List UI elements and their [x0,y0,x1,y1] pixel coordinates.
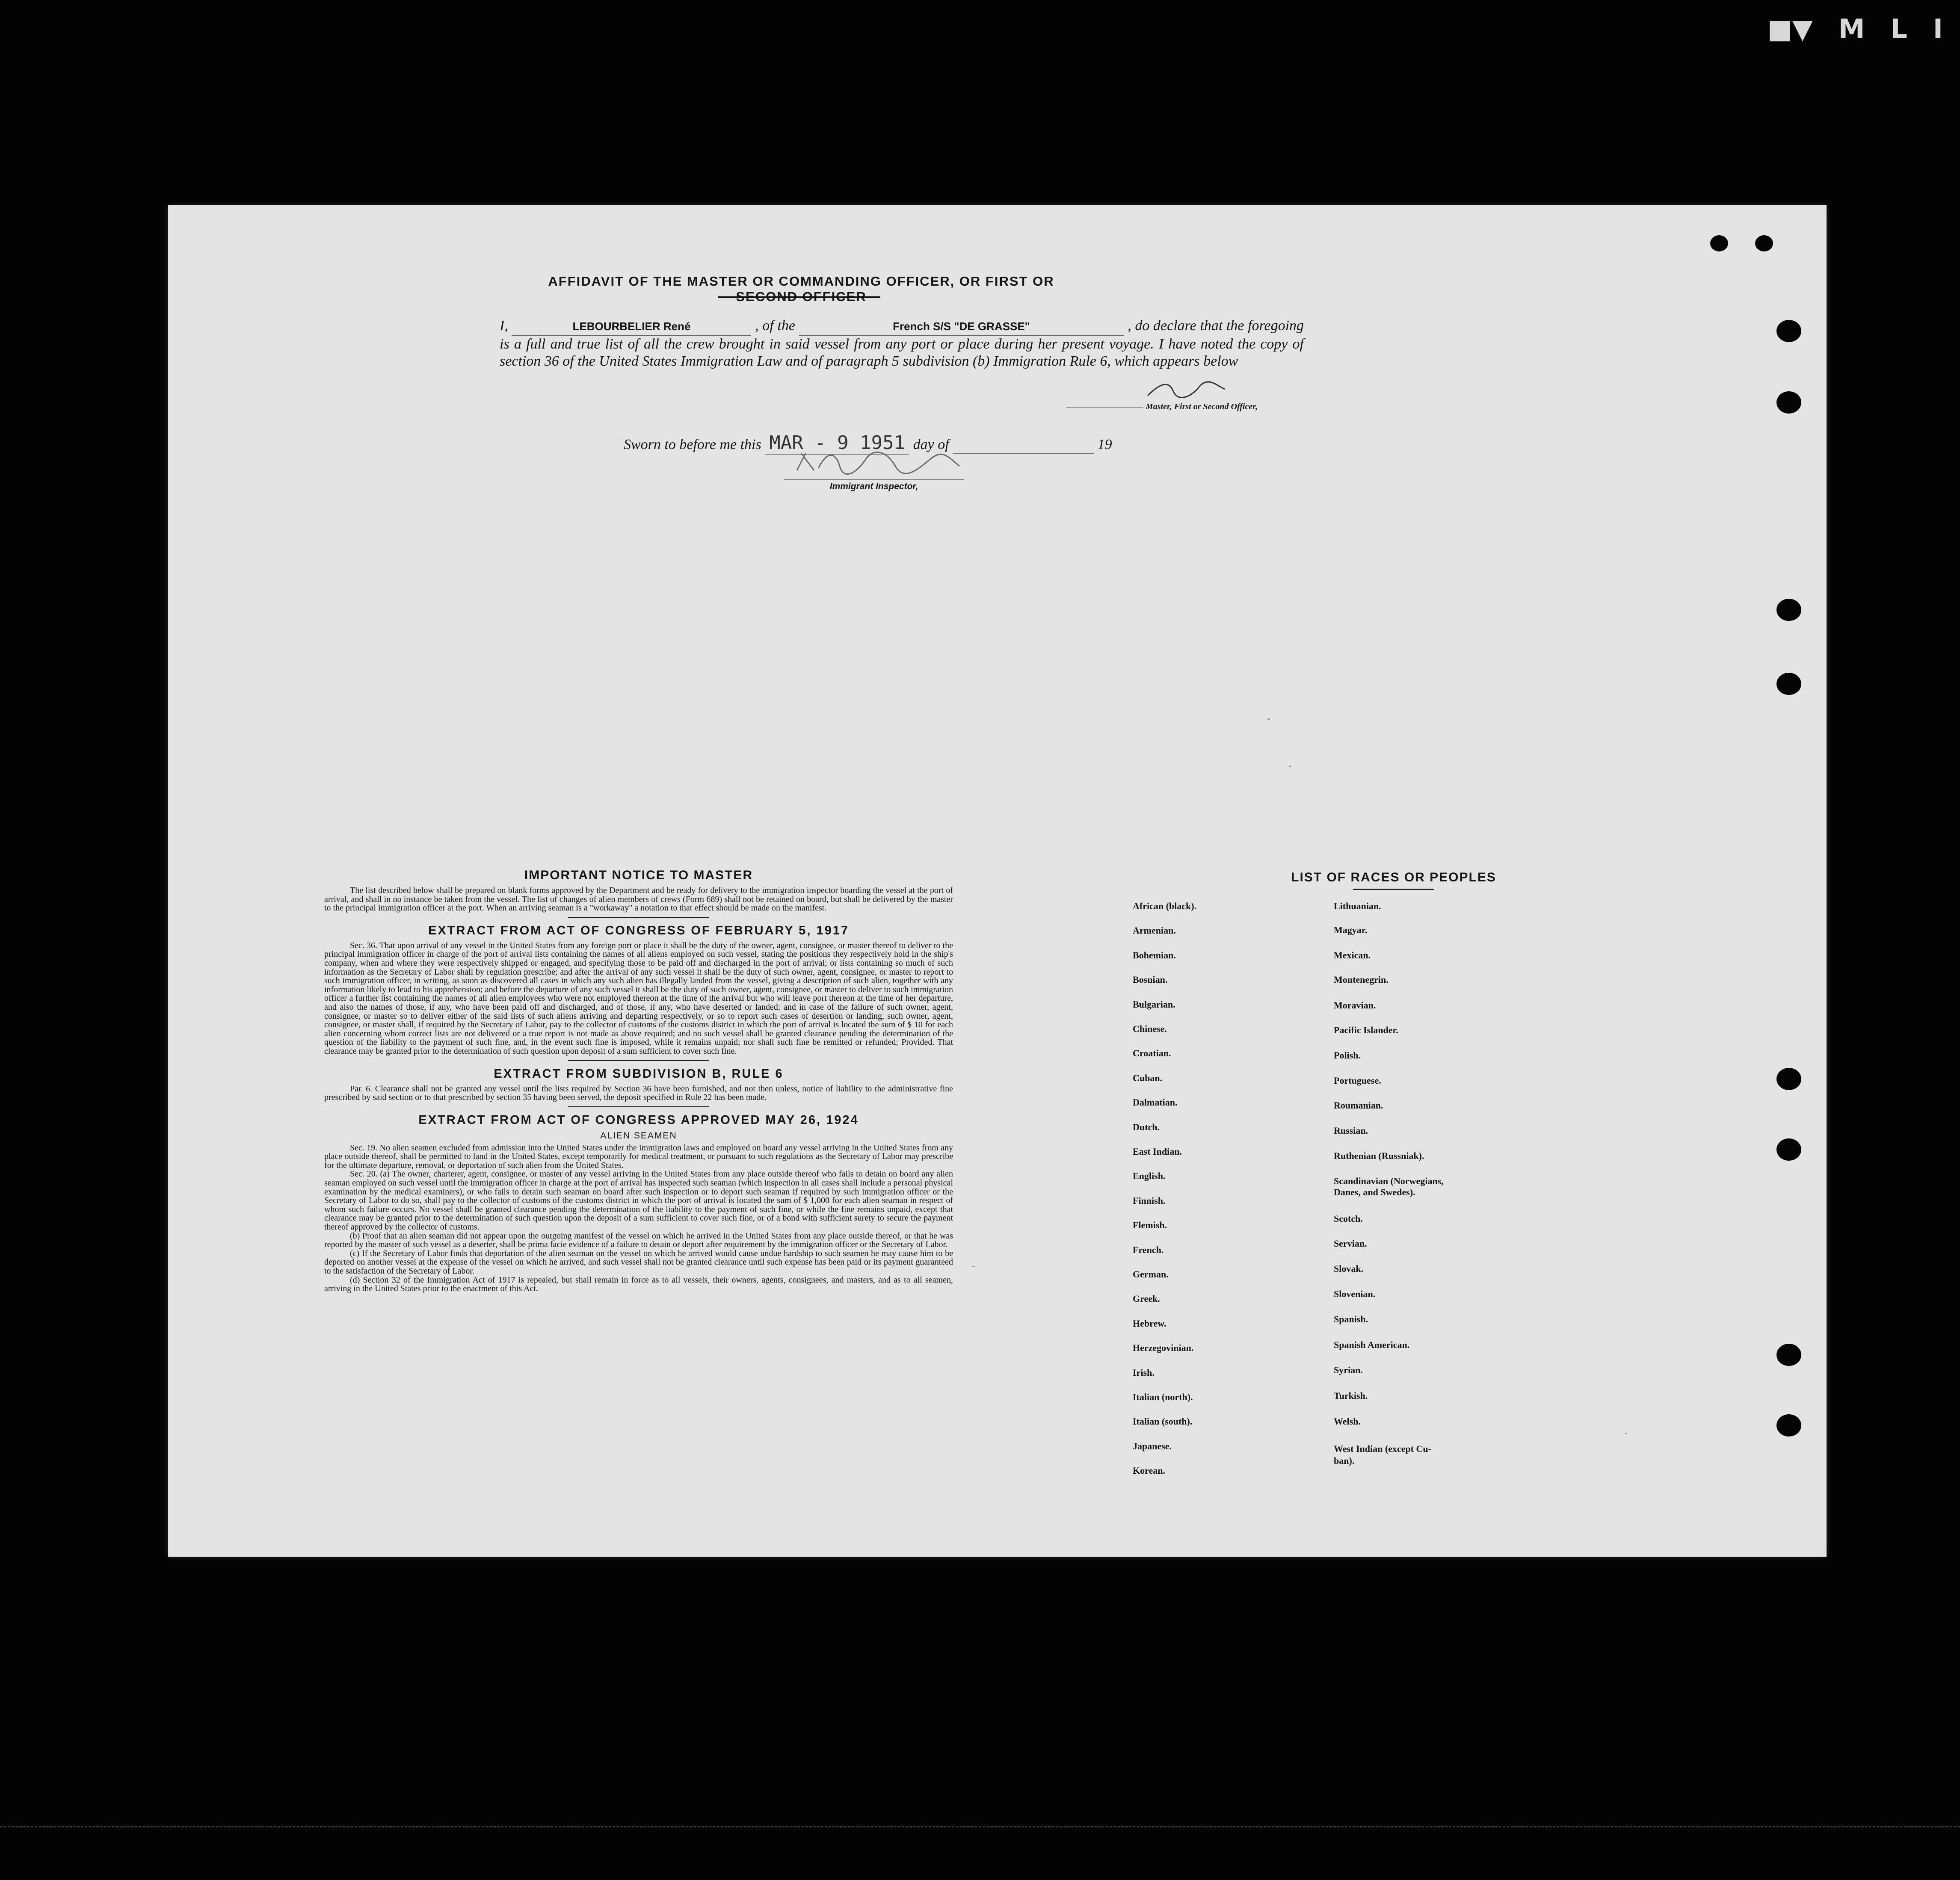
scan-speck [1267,718,1270,720]
race-item: Montenegrin. [1334,974,1389,985]
race-item: Scandinavian (Norwegians, [1334,1176,1444,1186]
race-item: Irish. [1133,1367,1155,1378]
act-1924-subtitle: ALIEN SEAMEN [600,1130,677,1141]
punch-hole [1776,320,1801,342]
section-divider [568,1060,709,1061]
punch-hole [1776,391,1801,414]
signature-line [1066,402,1297,412]
scan-speck [1625,1433,1627,1434]
race-item: Dalmatian. [1133,1097,1178,1108]
section-divider [568,917,709,918]
race-item: Servian. [1334,1238,1367,1249]
punch-hole [1776,599,1801,621]
act-1917-text: Sec. 36. That upon arrival of any vessel in the United States from any foreign port or place it shall be the duty of the owner, agent, consignee, or master thereof to deliver to the principal immigration officer in charge of the port of arrival lists containing the names of all aliens employed on such vessel, stating the positions they respectively hold in the ship's company, when and where they were respectively shipped or engaged, and specifying those to be paid off and discharged in the port of arrival; or lists containing so much of such information as the Secretary of Labor shall by regulation prescribe; and after the arrival of any such vessel it shall be the duty of such owner, agent, consignee, or master to report to such immigration officer, in writing, as soon as discovered all cases in which any such alien has illegally landed from the vessel, giving a description of such alien, together with any information likely to lead to his apprehension; and before the departure of any such vessel it shall be the duty of such owner, agent, consignee, or master to deliver to such immigration officer a further list containing the names of all alien employees who were not employed thereon at the time of the arrival but who will leave port thereon at the time of her departure, and also the names of those, if any, who have been paid off and discharged, and of those, if any, who have deserted or landed; and in case of the failure of such owner, agent, consignee, or master so to deliver either of the said lists of such aliens arriving and departing respectively, or so to report such cases of desertion or landing, such owner, agent, consignee, or master shall, if required by the Secretary of Labor, pay to the collector of customs of the customs district in which the port of arrival is located the sum of $ 10 for each alien concerning whom correct lists are not delivered or a true report is not made as above required; and no such vessel shall be granted clearance pending the determination of the question of the liability to the payment of such fine, and, in the event such fine is imposed, while it remains unpaid; nor shall such fine be remitted or refunded; Provided. That clearance may be granted prior to the determination of such question upon deposit of a sum sufficient to cover such fine. [324,940,953,1056]
declaration-text [500,317,1304,370]
date-stamp: MAR - 9 1951 [765,432,909,455]
day-of-text: day of [913,437,949,452]
race-item: West Indian (except Cu- [1334,1443,1431,1454]
film-frame-marks [1767,9,1943,48]
rule-6-title: EXTRACT FROM SUBDIVISION B, RULE 6 [494,1067,784,1081]
film-mark: ■▼ [1767,13,1813,44]
races-divider [1353,889,1434,890]
act-1924-sec20a: Sec. 20. (a) The owner, charterer, agent, consignee, or master of any vessel arriving in the United States from any place outside thereof who fails to detain on board any alien seaman employed on such vessel until the immigration officer in charge at the port of arrival has inspected such seaman (which inspection in all cases shall include a personal physical examination by the medical examiners), or who fails to detain such seaman on board after such inspection or to deport such seaman if required by such immigration officer or the Secretary of Labor to do so, shall pay to the collector of customs of the customs district in which the port of arrival is located the sum of $ 1,000 for each alien seaman in respect of whom such failure occurs. No vessel shall be granted clearance pending the determination of the liability to the payment of such fine, or while the fine remains unpaid, except that clearance may be granted prior to the determination of such question upon the deposit of a sum sufficient to cover such fine, or of a bond with sufficient surety to secure the payment thereof approved by the collector of customs. [324,1169,953,1232]
race-item: Armenian. [1133,925,1176,936]
race-item: Japanese. [1133,1440,1172,1451]
rule-6-text: Par. 6. Clearance shall not be granted any vessel until the lists required by Section 36 have been furnished, and not then unless, notice of liability to the administrative fine prescribed by said section or to that prescribed by section 35 having been served, the deposit specified in Rule 22 has been made. [324,1084,953,1103]
race-item: Dutch. [1133,1121,1160,1132]
race-item: Bosnian. [1133,974,1168,985]
month-blank [953,437,1094,454]
film-edge-line [0,1826,1960,1827]
race-item: Korean. [1133,1465,1165,1476]
act-1924-sec20d: (d) Section 32 of the Immigration Act of 1917 is repealed, but shall remain in force as to all vessels, their owners, agents, consignees, and masters, and as to all seamen, arriving in the United States prior to the enactment of this Act. [324,1275,953,1294]
race-item: African (black). [1133,901,1197,911]
race-item: Chinese. [1133,1023,1167,1034]
race-item: ban). [1334,1455,1355,1466]
race-item: Cuban. [1133,1072,1163,1083]
race-item: Greek. [1133,1293,1160,1304]
act-1924-sec20b: (b) Proof that an alien seaman did not appear upon the outgoing manifest of the vessel on which he arrived in the United States from any place outside thereof, or that he was reported by the master of such vessel as a deserter, shall be prima facie evidence of a failure to detain or deport after requirement by the immigration officer or the Secretary of Labor. [324,1231,953,1250]
punch-hole [1776,1344,1801,1366]
race-item: Scotch. [1334,1213,1363,1224]
notice-intro: The list described below shall be prepared on blank forms approved by the Department and be ready for delivery to the immigration inspector boarding the vessel at the port of arrival, and shall in no instance be taken from the vessel. The list of changes of alien members of crews (Form 689) shall not be retained on board, but shall be delivered by the master to the principal immigration officer at the port. When an arriving seaman is a "workaway" a notation to that effect should be made on the manifest. [324,886,953,913]
film-mark: I [1933,13,1943,44]
title-divider [718,296,880,298]
race-item: Slovak. [1334,1263,1364,1274]
declaration-declare: , do declare [1128,318,1196,334]
punch-hole [1776,673,1801,695]
race-item: Turkish. [1334,1390,1368,1401]
race-item: Russian. [1334,1125,1368,1136]
race-item: French. [1133,1244,1164,1255]
race-item: Spanish. [1334,1314,1368,1324]
signature-caption: Master, First or Second Officer, [1146,402,1258,411]
race-item: Pacific Islander. [1334,1025,1398,1035]
race-item: Ruthenian (Russniak). [1334,1150,1424,1161]
punch-hole [1776,1414,1801,1437]
year-prefix: 19 [1097,437,1112,452]
race-item: Magyar. [1334,925,1368,935]
race-item: Danes, and Swedes). [1334,1187,1415,1197]
race-item: Moravian. [1334,1000,1376,1011]
race-item: Slovenian. [1334,1289,1376,1299]
act-1924-sec19: Sec. 19. No alien seamen excluded from admission into the United States under the immigration laws and employed on board any vessel arriving in the United States from any place outside thereof, shall be permitted to land in the United States, except temporarily for medical treatment, or pursuant to such regulations as the Secretary of Labor may prescribe for the ultimate departure, removal, or deportation of such alien from the United States. [324,1143,953,1170]
race-item: Italian (north). [1133,1392,1193,1402]
notice-title: IMPORTANT NOTICE TO MASTER [524,868,753,882]
race-item: Italian (south). [1133,1416,1193,1427]
race-item: Spanish American. [1334,1339,1410,1350]
declaration-i: I, [500,318,508,334]
race-item: Flemish. [1133,1220,1167,1231]
race-item: Mexican. [1334,950,1371,961]
race-item: Finnish. [1133,1195,1166,1206]
document-page [168,205,1827,1557]
race-item: East Indian. [1133,1146,1182,1157]
officer-signature [1143,378,1229,400]
punch-hole [1776,1138,1801,1161]
race-item: Welsh. [1334,1416,1361,1427]
race-item: Hebrew. [1133,1318,1167,1329]
race-item: Polish. [1334,1050,1361,1061]
notice-section [324,868,953,1293]
declaration-of-the: , of the [755,318,795,334]
scan-speck [972,1266,975,1267]
punch-hole [1755,235,1773,251]
race-item: Syrian. [1334,1365,1363,1375]
races-title: LIST OF RACES OR PEOPLES [1291,870,1496,884]
race-item: Lithuanian. [1334,901,1381,911]
race-item: Herzegovinian. [1133,1342,1194,1354]
race-item: Bohemian. [1133,949,1176,961]
officer-name-field: LEBOURBELIER René [512,318,751,336]
act-1917-title: EXTRACT FROM ACT OF CONGRESS OF FEBRUARY 5, 1917 [428,923,850,937]
film-mark: M [1838,13,1865,44]
race-item: German. [1133,1269,1169,1280]
race-item: Roumanian. [1334,1100,1383,1111]
vessel-name-field: French S/S "DE GRASSE" [799,318,1124,336]
race-item: English. [1133,1171,1166,1182]
film-mark: L [1890,13,1907,44]
race-item: Croatian. [1133,1048,1171,1059]
inspector-caption: Immigrant Inspector, [784,479,964,492]
declaration-body: that the foregoing is a full and true list of all the crew brought in said vessel from any port or place during her present voyage. I have noted the copy of section 36 of the United States Immigration Law and of paragraph 5 subdivision (b) Immigration Rule 6, which appears below [500,318,1304,369]
inspector-signature [788,447,968,477]
race-item: Bulgarian. [1133,999,1175,1010]
act-1924-title: EXTRACT FROM ACT OF CONGRESS APPROVED MAY 26, 1924 [418,1113,859,1127]
act-1924-sec20c: (c) If the Secretary of Labor finds that deportation of the alien seaman on the vessel on which he arrived would cause undue hardship to such seamen he may cause him to be deported on another vessel at the expense of the vessel on which he arrived, and such vessel shall not be granted clearance until such expense has been paid or its payment guaranteed to the satisfaction of the Secretary of Labor. [324,1248,953,1276]
scan-speck [1289,766,1291,767]
section-divider [568,1106,709,1107]
punch-hole [1776,1068,1801,1090]
punch-hole [1710,235,1728,251]
race-item: Portuguese. [1334,1075,1381,1086]
affidavit-title: AFFIDAVIT OF THE MASTER OR COMMANDING OFFICER, OR FIRST OR SECOND OFFICER [548,274,1054,304]
sworn-text: Sworn to before me this [624,437,761,452]
